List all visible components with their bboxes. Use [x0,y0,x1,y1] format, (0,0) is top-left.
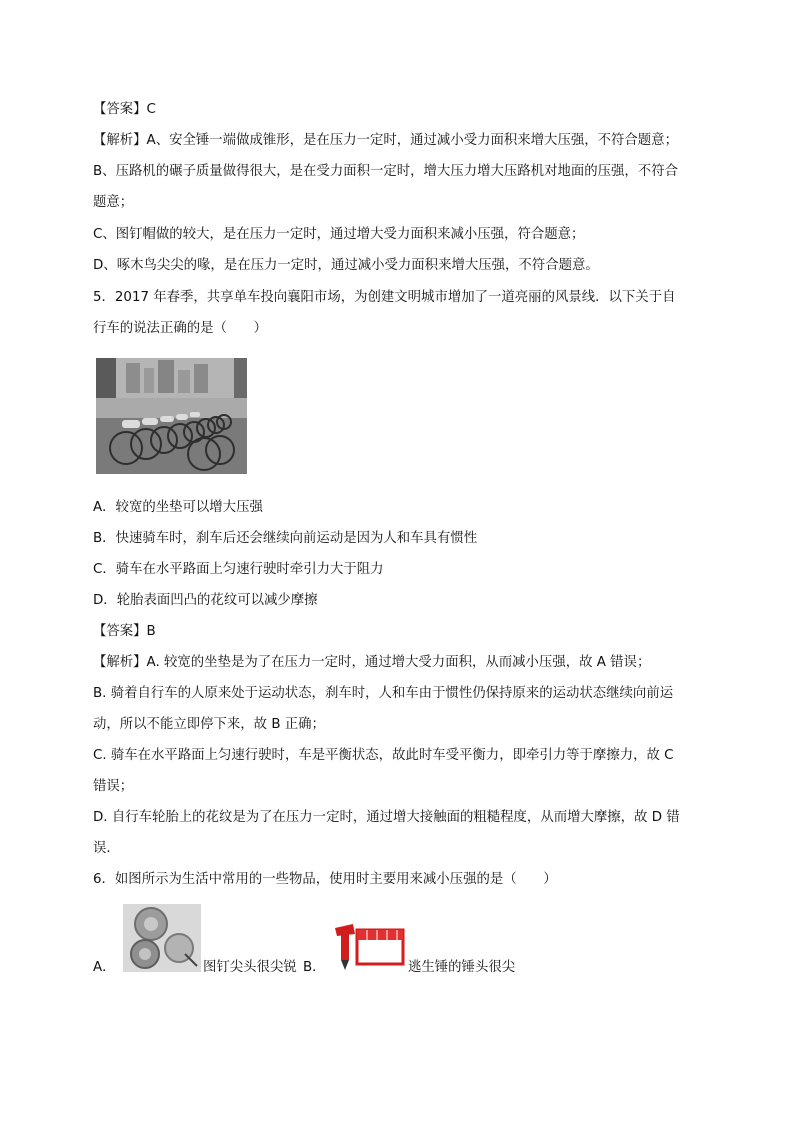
q6-option-a-text: 图钉尖头很尖锐 [203,960,297,975]
thumbtack-icon [123,904,201,972]
q5-analysis-line-7: 误． [93,841,120,856]
q5-option-b: B．快速骑车时，刹车后还会继续向前运动是因为人和车具有惯性 [93,531,478,546]
q5-analysis-line-2: B. 骑着自行车的人原来处于运动状态，刹车时，人和车由于惯性仍保持原来的运动状态继续向前运 [93,686,674,701]
q4-analysis-line-3: 题意； [93,195,134,210]
q5-analysis-line-4: C. 骑车在水平路面上匀速行驶时，车是平衡状态，故此时车受平衡力，即牵引力等于摩擦力，故 C [93,748,674,763]
q6-option-b-letter: B． [303,960,326,975]
q5-analysis-line-1: 【解析】A. 较宽的坐垫是为了在压力一定时，通过增大受力面积，从而减小压强，故 A 错误； [93,655,651,670]
q6-stem: 6．如图所示为生活中常用的一些物品，使用时主要用来减小压强的是（ ） [93,872,557,887]
q5-answer: 【答案】B [93,624,156,639]
shared-bikes-illustration [96,358,247,474]
q5-option-a: A．较宽的坐垫可以增大压强 [93,500,263,515]
hammer-icon [333,922,407,974]
q4-analysis-line-4: C、图钉帽做的较大，是在压力一定时，通过增大受力面积来减小压强，符合题意； [93,227,585,242]
q5-option-d: D．轮胎表面凹凸的花纹可以减少摩擦 [93,593,318,608]
q5-option-c: C．骑车在水平路面上匀速行驶时牵引力大于阻力 [93,562,384,577]
escape-hammer-image [333,922,407,974]
q6-option-a-letter: A． [93,960,116,975]
q4-analysis-line-5: D、啄木鸟尖尖的喙，是在压力一定时，通过减小受力面积来增大压强，不符合题意。 [93,258,599,273]
thumbtacks-image [123,904,201,972]
shared-bikes-photo [96,358,247,474]
q5-analysis-line-6: D. 自行车轮胎上的花纹是为了在压力一定时，通过增大接触面的粗糙程度，从而增大摩擦，故 D 错 [93,810,680,825]
q5-analysis-line-3: 动，所以不能立即停下来，故 B 正确； [93,717,325,732]
q6-option-b-text: 逃生锤的锤头很尖 [408,960,516,975]
q4-analysis-line-2: B、压路机的碾子质量做得很大，是在受力面积一定时，增大压力增大压路机对地面的压强，不符合 [93,164,678,179]
q5-stem-line-1: 5．2017 年春季，共享单车投向襄阳市场，为创建文明城市增加了一道亮丽的风景线．以下关于自 [93,290,676,305]
q4-answer: 【答案】C [93,102,156,117]
q5-stem-line-2: 行车的说法正确的是（ ） [93,321,268,336]
q5-analysis-line-5: 错误； [93,779,134,794]
q4-analysis-line-1: 【解析】A、安全锤一端做成锥形，是在压力一定时，通过减小受力面积来增大压强，不符合题意； [93,133,678,148]
